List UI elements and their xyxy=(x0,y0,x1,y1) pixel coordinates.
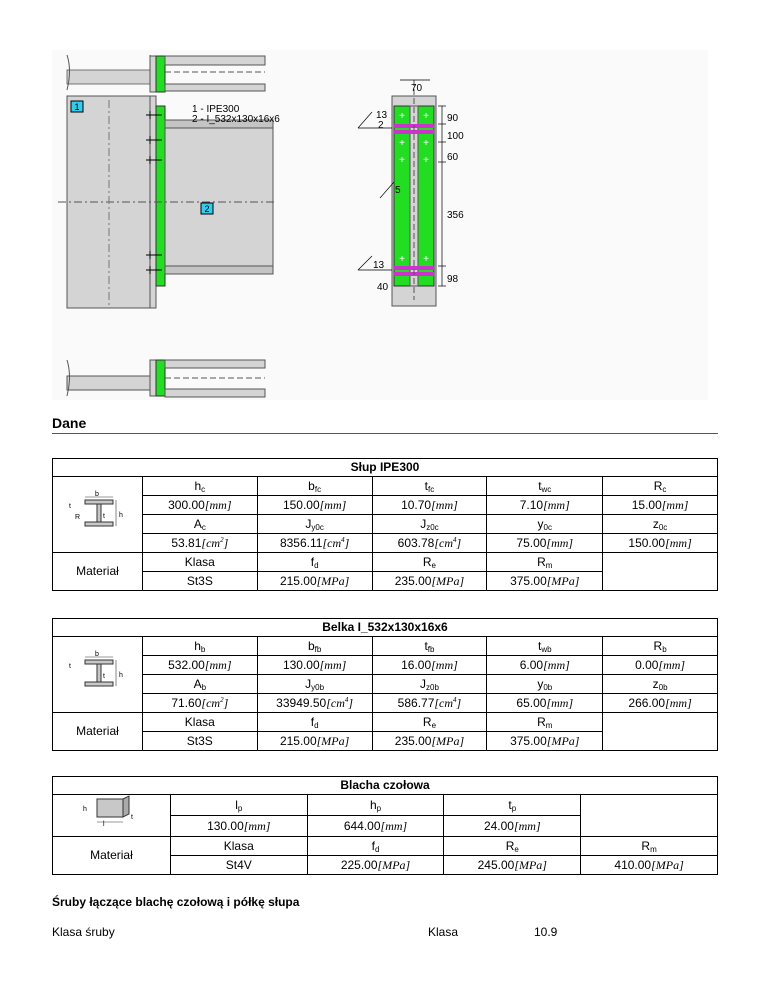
legend-line-2: 2 - I_532x130x16x6 xyxy=(192,114,280,125)
dim-98: 98 xyxy=(447,274,459,285)
dim-weld-top-a: 13 xyxy=(376,110,388,121)
plate-table xyxy=(52,776,718,875)
col-jz-label: $J_{z0c}$ xyxy=(372,515,487,534)
beam-tf-value: 16.00[mm] xyxy=(372,656,487,675)
beam-b-value: 130.00[mm] xyxy=(257,656,372,675)
svg-text:+: + xyxy=(423,111,429,122)
svg-text:+: + xyxy=(399,138,405,149)
column-section-icon xyxy=(53,477,143,553)
dim-100: 100 xyxy=(447,131,464,142)
col-re-value: 235.00[MPa] xyxy=(372,572,487,591)
dim-weld-bot: 13 xyxy=(373,260,385,271)
col-tw-label: $t_{wc}$ xyxy=(487,477,603,496)
col-fd-value: 215.00[MPa] xyxy=(257,572,372,591)
plate-rm-value: 410.00[MPa] xyxy=(581,856,718,875)
bolt-klasa-value: 10.9 xyxy=(534,925,558,939)
beam-klasa-value: St3S xyxy=(142,732,257,751)
col-a-value: $53.81[cm^2]$ xyxy=(142,534,257,553)
svg-text:h: h xyxy=(119,512,124,519)
col-z0-label: $z_{0c}$ xyxy=(603,515,718,534)
col-material-empty xyxy=(603,553,718,591)
svg-text:t: t xyxy=(69,503,72,510)
svg-text:t: t xyxy=(103,513,106,520)
legend-line-1: 1 - IPE300 xyxy=(192,104,240,115)
beam-z0-label: $z_{0b}$ xyxy=(603,675,718,694)
beam-z0-value: 266.00[mm] xyxy=(603,694,718,713)
plate-l-value: 130.00[mm] xyxy=(170,816,307,837)
beam-fd-label: $f_d$ xyxy=(257,713,372,732)
section-divider xyxy=(52,433,718,434)
col-h-label: $h_c$ xyxy=(142,477,257,496)
beam-jz-label: $J_{z0b}$ xyxy=(372,675,487,694)
col-rm-label: $R_m$ xyxy=(487,553,603,572)
beam-re-label: $R_e$ xyxy=(372,713,487,732)
dim-356: 356 xyxy=(447,210,464,221)
svg-text:t: t xyxy=(103,673,106,680)
beam-y0-value: 65.00[mm] xyxy=(487,694,603,713)
beam-h-value: 532.00[mm] xyxy=(142,656,257,675)
beam-section-icon xyxy=(53,637,143,713)
column-table xyxy=(52,458,718,591)
svg-text:t: t xyxy=(69,663,72,670)
plate-material-label: Materiał xyxy=(53,837,171,875)
plate-re-value: 245.00[MPa] xyxy=(444,856,581,875)
plate-h-value: 644.00[mm] xyxy=(307,816,444,837)
col-jz-value: $603.78[cm^4]$ xyxy=(372,534,487,553)
plate-section-icon xyxy=(53,795,171,837)
plate-klasa-label: Klasa xyxy=(170,837,307,856)
member-marker-1-label: 1 xyxy=(74,102,80,112)
bolt-class-label: Klasa śruby xyxy=(52,925,115,939)
dim-90: 90 xyxy=(447,113,459,124)
dim-weld-mid: 5 xyxy=(395,185,401,196)
plate-t-value: 24.00[mm] xyxy=(444,816,581,837)
col-a-label: $A_c$ xyxy=(142,515,257,534)
col-klasa-value: St3S xyxy=(142,572,257,591)
beam-klasa-label: Klasa xyxy=(142,713,257,732)
dim-40: 40 xyxy=(377,282,389,293)
svg-text:l: l xyxy=(103,821,105,828)
col-klasa-label: Klasa xyxy=(142,553,257,572)
beam-material-label: Materiał xyxy=(53,713,143,751)
beam-r-value: 0.00[mm] xyxy=(603,656,718,675)
col-fd-label: $f_d$ xyxy=(257,553,372,572)
svg-text:b: b xyxy=(95,651,100,658)
bolt-klasa-label: Klasa xyxy=(428,925,459,939)
beam-table-title: Belka I_532x130x16x6 xyxy=(53,619,718,637)
plate-h-label: $h_p$ xyxy=(307,795,444,816)
col-r-value: 15.00[mm] xyxy=(603,496,718,515)
beam-fd-value: 215.00[MPa] xyxy=(257,732,372,751)
bolts-heading: Śruby łączące blachę czołową i półkę słupa xyxy=(52,895,300,909)
beam-re-value: 235.00[MPa] xyxy=(372,732,487,751)
beam-jz-value: $586.77[cm^4]$ xyxy=(372,694,487,713)
dim-weld-top-b: 2 xyxy=(378,120,384,131)
svg-text:+: + xyxy=(423,254,429,265)
col-tf-label: $t_{fc}$ xyxy=(372,477,487,496)
svg-text:+: + xyxy=(399,254,405,265)
dim-top: 70 xyxy=(411,83,423,94)
beam-b-label: $b_{fb}$ xyxy=(257,637,372,656)
beam-tw-value: 6.00[mm] xyxy=(487,656,603,675)
svg-text:+: + xyxy=(423,138,429,149)
col-tf-value: 10.70[mm] xyxy=(372,496,487,515)
column-table-title: Słup IPE300 xyxy=(53,459,718,477)
col-re-label: $R_e$ xyxy=(372,553,487,572)
svg-text:b: b xyxy=(95,491,100,498)
plate-fd-label: $f_d$ xyxy=(307,837,444,856)
col-h-value: 300.00[mm] xyxy=(142,496,257,515)
svg-text:h: h xyxy=(119,672,124,679)
col-jy-label: $J_{y0c}$ xyxy=(257,515,372,534)
col-tw-value: 7.10[mm] xyxy=(487,496,603,515)
svg-text:+: + xyxy=(399,155,405,166)
beam-h-label: $h_b$ xyxy=(142,637,257,656)
plate-rm-label: $R_m$ xyxy=(581,837,718,856)
col-rm-value: 375.00[MPa] xyxy=(487,572,603,591)
dim-60: 60 xyxy=(447,152,459,163)
beam-a-label: $A_b$ xyxy=(142,675,257,694)
beam-tw-label: $t_{wb}$ xyxy=(487,637,603,656)
svg-text:t: t xyxy=(131,814,134,821)
plate-table-title: Blacha czołowa xyxy=(53,777,718,795)
svg-text:+: + xyxy=(423,155,429,166)
col-b-label: $b_{fc}$ xyxy=(257,477,372,496)
svg-text:h: h xyxy=(83,806,88,813)
col-y0-value: 75.00[mm] xyxy=(487,534,603,553)
beam-jy-value: $33949.50[cm^4]$ xyxy=(257,694,372,713)
section-title: Dane xyxy=(52,415,87,431)
beam-y0-label: $y_{0b}$ xyxy=(487,675,603,694)
plate-fd-value: 225.00[MPa] xyxy=(307,856,444,875)
svg-text:+: + xyxy=(399,111,405,122)
plate-l-label: $l_p$ xyxy=(170,795,307,816)
plate-klasa-value: St4V xyxy=(170,856,307,875)
beam-r-label: $R_b$ xyxy=(603,637,718,656)
plate-dims-empty xyxy=(581,795,718,837)
beam-rm-value: 375.00[MPa] xyxy=(487,732,603,751)
plate-re-label: $R_e$ xyxy=(444,837,581,856)
beam-material-empty xyxy=(603,713,718,751)
col-z0-value: 150.00[mm] xyxy=(603,534,718,553)
beam-a-value: $71.60[cm^2]$ xyxy=(142,694,257,713)
col-material-label: Materiał xyxy=(53,553,143,591)
beam-jy-label: $J_{y0b}$ xyxy=(257,675,372,694)
beam-rm-label: $R_m$ xyxy=(487,713,603,732)
member-marker-2-label: 2 xyxy=(204,204,210,214)
connection-drawing xyxy=(0,0,768,410)
col-jy-value: $8356.11[cm^4]$ xyxy=(257,534,372,553)
col-y0-label: $y_{0c}$ xyxy=(487,515,603,534)
beam-tf-label: $t_{fb}$ xyxy=(372,637,487,656)
beam-table xyxy=(52,618,718,751)
col-b-value: 150.00[mm] xyxy=(257,496,372,515)
col-r-label: $R_c$ xyxy=(603,477,718,496)
plate-t-label: $t_p$ xyxy=(444,795,581,816)
svg-text:R: R xyxy=(75,514,81,521)
